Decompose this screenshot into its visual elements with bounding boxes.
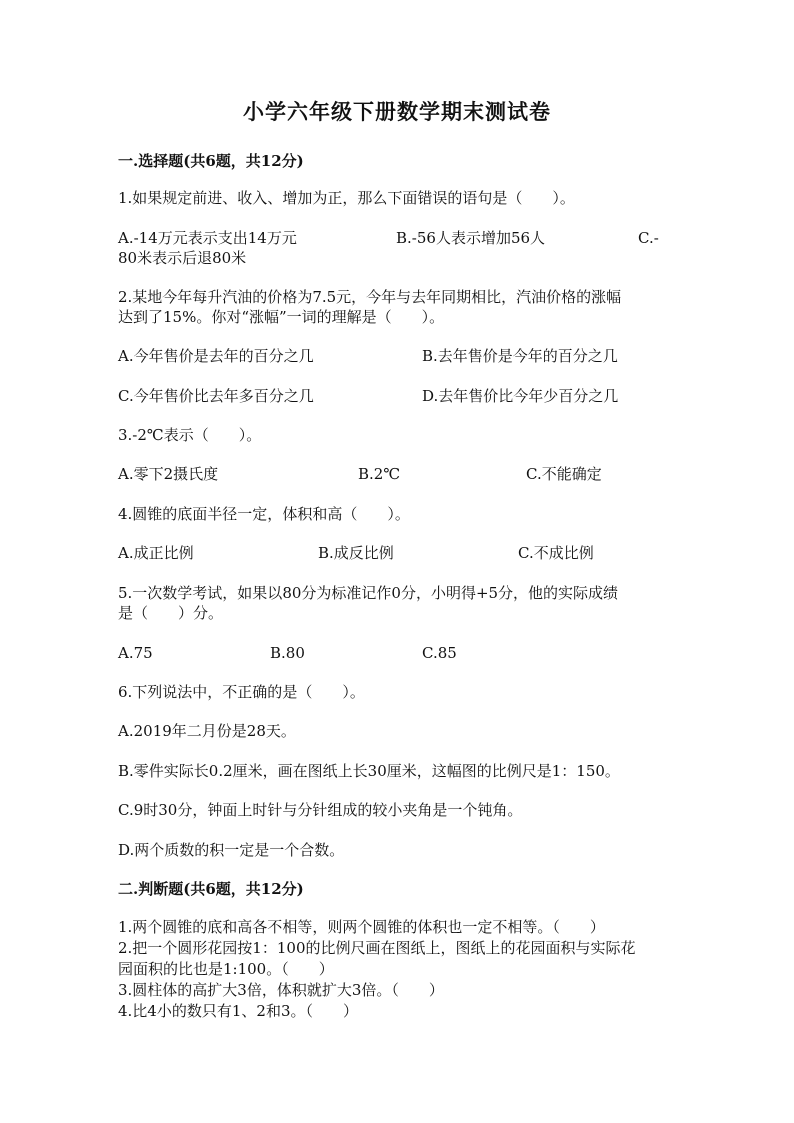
question-1-options: [118, 228, 678, 248]
section-heading-choice: 一.选择题(共6题，共12分): [118, 152, 304, 170]
question-4-options: [118, 543, 678, 563]
question-4-option-a: A.成正比例: [118, 544, 194, 562]
question-3: 3.-2℃表示（ ）。: [118, 426, 262, 444]
question-2-line-1: 2.某地今年每升汽油的价格为7.5元，今年与去年同期相比，汽油价格的涨幅: [118, 288, 622, 306]
question-6-option-b: B.零件实际长0.2厘米，画在图纸上长30厘米，这幅图的比例尺是1：150。: [118, 762, 620, 780]
question-4: 4.圆锥的底面半径一定，体积和高（ ）。: [118, 505, 410, 523]
question-2-options-row-1: [118, 346, 678, 366]
question-5-options: [118, 643, 678, 663]
question-4-option-c: C.不成比例: [518, 544, 594, 562]
question-5-line-2: 是（ ）分。: [118, 604, 224, 622]
question-2-line-2: 达到了15%。你对“涨幅”一词的理解是（ ）。: [118, 308, 445, 326]
question-2-option-a: A.今年售价是去年的百分之几: [118, 347, 314, 365]
question-6-option-a: A.2019年二月份是28天。: [118, 722, 296, 740]
question-2-option-b: B.去年售价是今年的百分之几: [422, 347, 618, 365]
question-6-option-c: C.9时30分，钟面上时针与分针组成的较小夹角是一个钝角。: [118, 801, 523, 819]
question-2-option-c: C.今年售价比去年多百分之几: [118, 387, 314, 405]
question-5-line-1: 5.一次数学考试，如果以80分为标准记作0分，小明得+5分，他的实际成绩: [118, 584, 619, 602]
question-4-option-b: B.成反比例: [318, 544, 394, 562]
question-1-option-b: B.-56人表示增加56人: [396, 229, 546, 247]
page-title: 小学六年级下册数学期末测试卷: [243, 99, 551, 124]
question-2-option-d: D.去年售价比今年少百分之几: [422, 387, 619, 405]
question-6: 6.下列说法中，不正确的是（ ）。: [118, 683, 365, 701]
judgement-item-3: 3.圆柱体的高扩大3倍，体积就扩大3倍。（ ）: [118, 981, 444, 999]
question-5-option-b: B.80: [270, 644, 305, 662]
judgement-item-1: 1.两个圆锥的底和高各不相等，则两个圆锥的体积也一定不相等。（ ）: [118, 918, 605, 936]
judgement-item-2: 2.把一个圆形花园按1：100的比例尺画在图纸上，图纸上的花园面积与实际花: [118, 939, 636, 957]
question-1-option-c: C.-: [638, 229, 659, 247]
question-1-option-a: A.-14万元表示支出14万元: [118, 229, 297, 247]
question-3-option-c: C.不能确定: [526, 465, 602, 483]
question-6-option-d: D.两个质数的积一定是一个合数。: [118, 841, 345, 859]
question-1-option-c-continued: 80米表示后退80米: [118, 249, 247, 267]
question-1: 1.如果规定前进、收入、增加为正，那么下面错误的语句是（ ）。: [118, 189, 575, 207]
question-2-options-row-2: [118, 386, 678, 406]
question-5-option-a: A.75: [118, 644, 153, 662]
judgement-item-2-continued: 园面积的比也是1:100。（ ）: [118, 960, 334, 978]
question-5-option-c: C.85: [422, 644, 457, 662]
question-3-option-b: B.2℃: [358, 465, 401, 483]
judgement-item-4: 4.比4小的数只有1、2和3。（ ）: [118, 1002, 358, 1020]
section-heading-judgement: 二.判断题(共6题，共12分): [118, 880, 304, 898]
question-3-option-a: A.零下2摄氏度: [118, 465, 219, 483]
question-3-options: [118, 464, 678, 484]
